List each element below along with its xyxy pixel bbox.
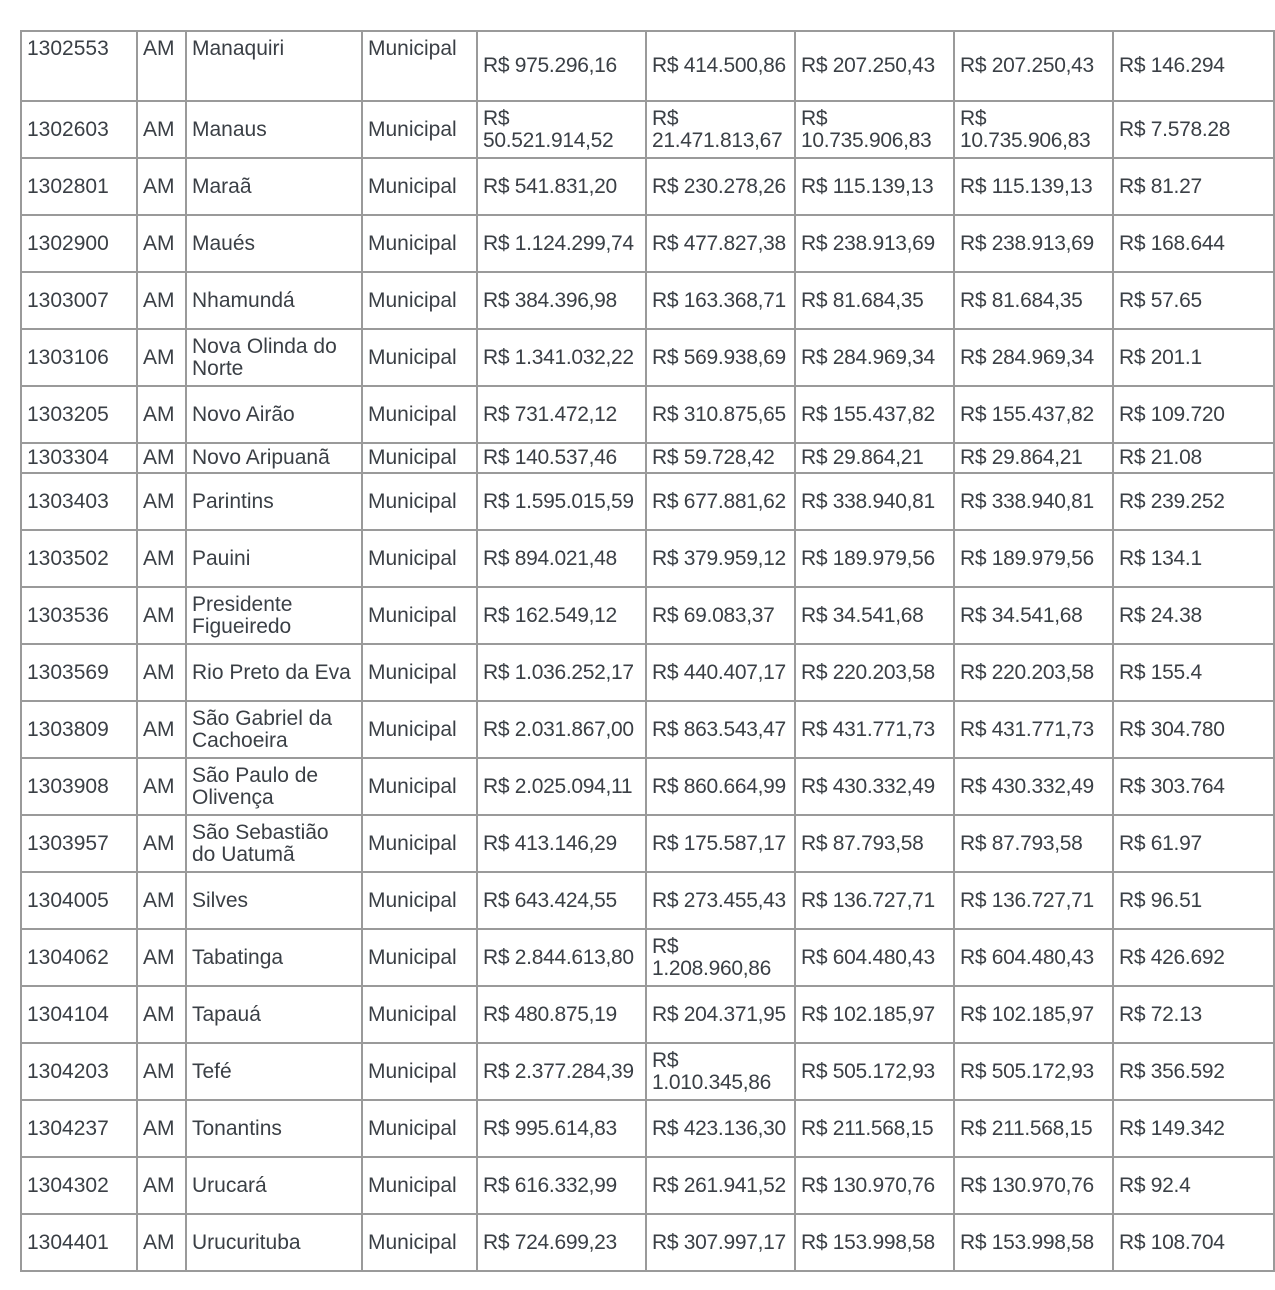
- value-3-cell: R$ 136.727,71: [795, 872, 954, 929]
- municipality-name-cell: Maraã: [186, 158, 362, 215]
- state-cell: AM: [137, 530, 186, 587]
- table-row: [21, 215, 1274, 272]
- value-4-cell: R$ 430.332,49: [954, 758, 1113, 815]
- municipality-name-cell: Novo Aripuanã: [186, 443, 362, 473]
- municipality-name-cell: Maués: [186, 215, 362, 272]
- value-2-cell: R$ 414.500,86: [646, 31, 795, 101]
- value-2-cell: R$ 379.959,12: [646, 530, 795, 587]
- value-4-cell: R$ 431.771,73: [954, 701, 1113, 758]
- value-3-cell: R$ 211.568,15: [795, 1100, 954, 1157]
- sphere-cell: Municipal: [362, 815, 477, 872]
- municipality-name-cell: Tefé: [186, 1043, 362, 1100]
- value-2-cell: R$ 307.997,17: [646, 1214, 795, 1271]
- ibge-code-cell: 1303957: [21, 815, 137, 872]
- table-row: [21, 758, 1274, 815]
- value-3-cell: R$ 189.979,56: [795, 530, 954, 587]
- value-3-cell: R$ 207.250,43: [795, 31, 954, 101]
- value-3-cell: R$ 115.139,13: [795, 158, 954, 215]
- value-3-cell: R$ 284.969,34: [795, 329, 954, 386]
- value-4-cell: R$ 338.940,81: [954, 473, 1113, 530]
- municipality-name-cell: Novo Airão: [186, 386, 362, 443]
- table-row: [21, 1214, 1274, 1271]
- value-2-cell: R$ 440.407,17: [646, 644, 795, 701]
- value-5-cell: R$ 303.764: [1113, 758, 1274, 815]
- value-2-cell: R$ 860.664,99: [646, 758, 795, 815]
- value-2-cell: R$ 863.543,47: [646, 701, 795, 758]
- total-value-cell: R$ 1.036.252,17: [477, 644, 646, 701]
- state-cell: AM: [137, 272, 186, 329]
- municipality-name-cell: Presidente Figueiredo: [186, 587, 362, 644]
- value-2-cell: R$ 310.875,65: [646, 386, 795, 443]
- value-2-cell: R$ 69.083,37: [646, 587, 795, 644]
- municipality-name-cell: Rio Preto da Eva: [186, 644, 362, 701]
- value-4-cell: R$ 220.203,58: [954, 644, 1113, 701]
- sphere-cell: Municipal: [362, 101, 477, 158]
- ibge-code-cell: 1303106: [21, 329, 137, 386]
- table-row: [21, 386, 1274, 443]
- total-value-cell: R$ 995.614,83: [477, 1100, 646, 1157]
- sphere-cell: Municipal: [362, 31, 477, 101]
- sphere-cell: Municipal: [362, 644, 477, 701]
- municipality-name-cell: Parintins: [186, 473, 362, 530]
- sphere-cell: Municipal: [362, 872, 477, 929]
- value-2-cell: R$ 477.827,38: [646, 215, 795, 272]
- value-4-cell: R$ 284.969,34: [954, 329, 1113, 386]
- value-5-cell: R$ 239.252: [1113, 473, 1274, 530]
- value-3-cell: R$ 220.203,58: [795, 644, 954, 701]
- value-4-cell: R$ 10.735.906,83: [954, 101, 1113, 158]
- value-4-cell: R$ 102.185,97: [954, 986, 1113, 1043]
- sphere-cell: Municipal: [362, 443, 477, 473]
- value-3-cell: R$ 130.970,76: [795, 1157, 954, 1214]
- table-viewport[interactable]: [20, 30, 1231, 1290]
- ibge-code-cell: 1304302: [21, 1157, 137, 1214]
- sphere-cell: Municipal: [362, 329, 477, 386]
- sphere-cell: Municipal: [362, 929, 477, 986]
- state-cell: AM: [137, 872, 186, 929]
- state-cell: AM: [137, 758, 186, 815]
- state-cell: AM: [137, 158, 186, 215]
- value-4-cell: R$ 604.480,43: [954, 929, 1113, 986]
- municipality-name-cell: Manaquiri: [186, 31, 362, 101]
- state-cell: AM: [137, 929, 186, 986]
- value-4-cell: R$ 29.864,21: [954, 443, 1113, 473]
- value-2-cell: R$ 273.455,43: [646, 872, 795, 929]
- value-5-cell: R$ 168.644: [1113, 215, 1274, 272]
- state-cell: AM: [137, 815, 186, 872]
- ibge-code-cell: 1303007: [21, 272, 137, 329]
- value-2-cell: R$ 204.371,95: [646, 986, 795, 1043]
- ibge-code-cell: 1302801: [21, 158, 137, 215]
- municipality-name-cell: Urucurituba: [186, 1214, 362, 1271]
- ibge-code-cell: 1304401: [21, 1214, 137, 1271]
- total-value-cell: R$ 2.377.284,39: [477, 1043, 646, 1100]
- municipality-name-cell: Manaus: [186, 101, 362, 158]
- total-value-cell: R$ 643.424,55: [477, 872, 646, 929]
- ibge-code-cell: 1304104: [21, 986, 137, 1043]
- municipality-name-cell: São Paulo de Olivença: [186, 758, 362, 815]
- state-cell: AM: [137, 587, 186, 644]
- total-value-cell: R$ 1.341.032,22: [477, 329, 646, 386]
- sphere-cell: Municipal: [362, 701, 477, 758]
- state-cell: AM: [137, 101, 186, 158]
- value-5-cell: R$ 96.51: [1113, 872, 1274, 929]
- table-row: [21, 530, 1274, 587]
- value-3-cell: R$ 87.793,58: [795, 815, 954, 872]
- value-5-cell: R$ 108.704: [1113, 1214, 1274, 1271]
- ibge-code-cell: 1302900: [21, 215, 137, 272]
- total-value-cell: R$ 384.396,98: [477, 272, 646, 329]
- state-cell: AM: [137, 215, 186, 272]
- total-value-cell: R$ 541.831,20: [477, 158, 646, 215]
- value-5-cell: R$ 149.342: [1113, 1100, 1274, 1157]
- value-4-cell: R$ 207.250,43: [954, 31, 1113, 101]
- table-row: [21, 986, 1274, 1043]
- municipality-name-cell: São Gabriel da Cachoeira: [186, 701, 362, 758]
- total-value-cell: R$ 975.296,16: [477, 31, 646, 101]
- table-row: [21, 473, 1274, 530]
- state-cell: AM: [137, 443, 186, 473]
- value-2-cell: R$ 677.881,62: [646, 473, 795, 530]
- sphere-cell: Municipal: [362, 758, 477, 815]
- value-5-cell: R$ 81.27: [1113, 158, 1274, 215]
- value-2-cell: R$ 59.728,42: [646, 443, 795, 473]
- value-4-cell: R$ 153.998,58: [954, 1214, 1113, 1271]
- municipality-name-cell: São Sebastião do Uatumã: [186, 815, 362, 872]
- value-2-cell: R$ 569.938,69: [646, 329, 795, 386]
- sphere-cell: Municipal: [362, 530, 477, 587]
- table-row: [21, 158, 1274, 215]
- ibge-code-cell: 1302553: [21, 31, 137, 101]
- state-cell: AM: [137, 701, 186, 758]
- total-value-cell: R$ 162.549,12: [477, 587, 646, 644]
- total-value-cell: R$ 616.332,99: [477, 1157, 646, 1214]
- total-value-cell: R$ 50.521.914,52: [477, 101, 646, 158]
- value-4-cell: R$ 81.684,35: [954, 272, 1113, 329]
- table-row: [21, 701, 1274, 758]
- value-4-cell: R$ 87.793,58: [954, 815, 1113, 872]
- total-value-cell: R$ 2.031.867,00: [477, 701, 646, 758]
- value-2-cell: R$ 423.136,30: [646, 1100, 795, 1157]
- table-row: [21, 929, 1274, 986]
- total-value-cell: R$ 2.844.613,80: [477, 929, 646, 986]
- table-row: [21, 1043, 1274, 1100]
- sphere-cell: Municipal: [362, 1043, 477, 1100]
- municipality-name-cell: Tabatinga: [186, 929, 362, 986]
- value-2-cell: R$ 21.471.813,67: [646, 101, 795, 158]
- value-4-cell: R$ 34.541,68: [954, 587, 1113, 644]
- value-5-cell: R$ 134.1: [1113, 530, 1274, 587]
- value-5-cell: R$ 155.4: [1113, 644, 1274, 701]
- value-2-cell: R$ 1.208.960,86: [646, 929, 795, 986]
- sphere-cell: Municipal: [362, 158, 477, 215]
- ibge-code-cell: 1302603: [21, 101, 137, 158]
- sphere-cell: Municipal: [362, 386, 477, 443]
- ibge-code-cell: 1304203: [21, 1043, 137, 1100]
- value-5-cell: R$ 92.4: [1113, 1157, 1274, 1214]
- value-3-cell: R$ 34.541,68: [795, 587, 954, 644]
- value-4-cell: R$ 189.979,56: [954, 530, 1113, 587]
- value-5-cell: R$ 201.1: [1113, 329, 1274, 386]
- ibge-code-cell: 1303502: [21, 530, 137, 587]
- ibge-code-cell: 1303908: [21, 758, 137, 815]
- value-4-cell: R$ 505.172,93: [954, 1043, 1113, 1100]
- value-2-cell: R$ 1.010.345,86: [646, 1043, 795, 1100]
- ibge-code-cell: 1303536: [21, 587, 137, 644]
- sphere-cell: Municipal: [362, 587, 477, 644]
- value-3-cell: R$ 102.185,97: [795, 986, 954, 1043]
- value-5-cell: R$ 146.294: [1113, 31, 1274, 101]
- value-5-cell: R$ 72.13: [1113, 986, 1274, 1043]
- value-2-cell: R$ 261.941,52: [646, 1157, 795, 1214]
- value-4-cell: R$ 155.437,82: [954, 386, 1113, 443]
- total-value-cell: R$ 731.472,12: [477, 386, 646, 443]
- municipality-name-cell: Tapauá: [186, 986, 362, 1043]
- sphere-cell: Municipal: [362, 1100, 477, 1157]
- state-cell: AM: [137, 31, 186, 101]
- state-cell: AM: [137, 986, 186, 1043]
- total-value-cell: R$ 1.124.299,74: [477, 215, 646, 272]
- value-3-cell: R$ 430.332,49: [795, 758, 954, 815]
- value-3-cell: R$ 338.940,81: [795, 473, 954, 530]
- ibge-code-cell: 1303304: [21, 443, 137, 473]
- sphere-cell: Municipal: [362, 1214, 477, 1271]
- municipality-name-cell: Tonantins: [186, 1100, 362, 1157]
- table-row: [21, 644, 1274, 701]
- total-value-cell: R$ 724.699,23: [477, 1214, 646, 1271]
- value-5-cell: R$ 356.592: [1113, 1043, 1274, 1100]
- ibge-code-cell: 1304237: [21, 1100, 137, 1157]
- ibge-code-cell: 1304062: [21, 929, 137, 986]
- sphere-cell: Municipal: [362, 215, 477, 272]
- value-4-cell: R$ 136.727,71: [954, 872, 1113, 929]
- value-5-cell: R$ 24.38: [1113, 587, 1274, 644]
- sphere-cell: Municipal: [362, 986, 477, 1043]
- state-cell: AM: [137, 1214, 186, 1271]
- state-cell: AM: [137, 1043, 186, 1100]
- table-row: [21, 31, 1274, 101]
- table-row: [21, 872, 1274, 929]
- value-3-cell: R$ 604.480,43: [795, 929, 954, 986]
- ibge-code-cell: 1303569: [21, 644, 137, 701]
- sphere-cell: Municipal: [362, 272, 477, 329]
- value-3-cell: R$ 81.684,35: [795, 272, 954, 329]
- table-row: [21, 587, 1274, 644]
- table-row: [21, 101, 1274, 158]
- ibge-code-cell: 1303809: [21, 701, 137, 758]
- table-body: [21, 31, 1274, 1271]
- value-3-cell: R$ 505.172,93: [795, 1043, 954, 1100]
- value-2-cell: R$ 175.587,17: [646, 815, 795, 872]
- sphere-cell: Municipal: [362, 1157, 477, 1214]
- state-cell: AM: [137, 644, 186, 701]
- value-3-cell: R$ 10.735.906,83: [795, 101, 954, 158]
- total-value-cell: R$ 140.537,46: [477, 443, 646, 473]
- total-value-cell: R$ 2.025.094,11: [477, 758, 646, 815]
- value-5-cell: R$ 61.97: [1113, 815, 1274, 872]
- state-cell: AM: [137, 1100, 186, 1157]
- value-3-cell: R$ 155.437,82: [795, 386, 954, 443]
- state-cell: AM: [137, 1157, 186, 1214]
- state-cell: AM: [137, 473, 186, 530]
- total-value-cell: R$ 1.595.015,59: [477, 473, 646, 530]
- value-5-cell: R$ 426.692: [1113, 929, 1274, 986]
- value-5-cell: R$ 304.780: [1113, 701, 1274, 758]
- municipality-name-cell: Urucará: [186, 1157, 362, 1214]
- total-value-cell: R$ 894.021,48: [477, 530, 646, 587]
- municipality-name-cell: Nhamundá: [186, 272, 362, 329]
- municipality-name-cell: Silves: [186, 872, 362, 929]
- total-value-cell: R$ 413.146,29: [477, 815, 646, 872]
- table-row: [21, 1157, 1274, 1214]
- table-row: [21, 272, 1274, 329]
- ibge-code-cell: 1303403: [21, 473, 137, 530]
- value-3-cell: R$ 153.998,58: [795, 1214, 954, 1271]
- total-value-cell: R$ 480.875,19: [477, 986, 646, 1043]
- value-4-cell: R$ 211.568,15: [954, 1100, 1113, 1157]
- value-2-cell: R$ 230.278,26: [646, 158, 795, 215]
- value-4-cell: R$ 115.139,13: [954, 158, 1113, 215]
- municipality-name-cell: Pauini: [186, 530, 362, 587]
- table-row: [21, 329, 1274, 386]
- state-cell: AM: [137, 329, 186, 386]
- value-5-cell: R$ 57.65: [1113, 272, 1274, 329]
- value-3-cell: R$ 238.913,69: [795, 215, 954, 272]
- state-cell: AM: [137, 386, 186, 443]
- value-4-cell: R$ 130.970,76: [954, 1157, 1113, 1214]
- value-4-cell: R$ 238.913,69: [954, 215, 1113, 272]
- municipality-name-cell: Nova Olinda do Norte: [186, 329, 362, 386]
- value-5-cell: R$ 109.720: [1113, 386, 1274, 443]
- value-3-cell: R$ 29.864,21: [795, 443, 954, 473]
- table-row: [21, 815, 1274, 872]
- ibge-code-cell: 1304005: [21, 872, 137, 929]
- municipal-transfer-table: [20, 30, 1275, 1272]
- table-row: [21, 1100, 1274, 1157]
- ibge-code-cell: 1303205: [21, 386, 137, 443]
- value-5-cell: R$ 21.08: [1113, 443, 1274, 473]
- value-3-cell: R$ 431.771,73: [795, 701, 954, 758]
- value-5-cell: R$ 7.578.28: [1113, 101, 1274, 158]
- sphere-cell: Municipal: [362, 473, 477, 530]
- table-row: [21, 443, 1274, 473]
- value-2-cell: R$ 163.368,71: [646, 272, 795, 329]
